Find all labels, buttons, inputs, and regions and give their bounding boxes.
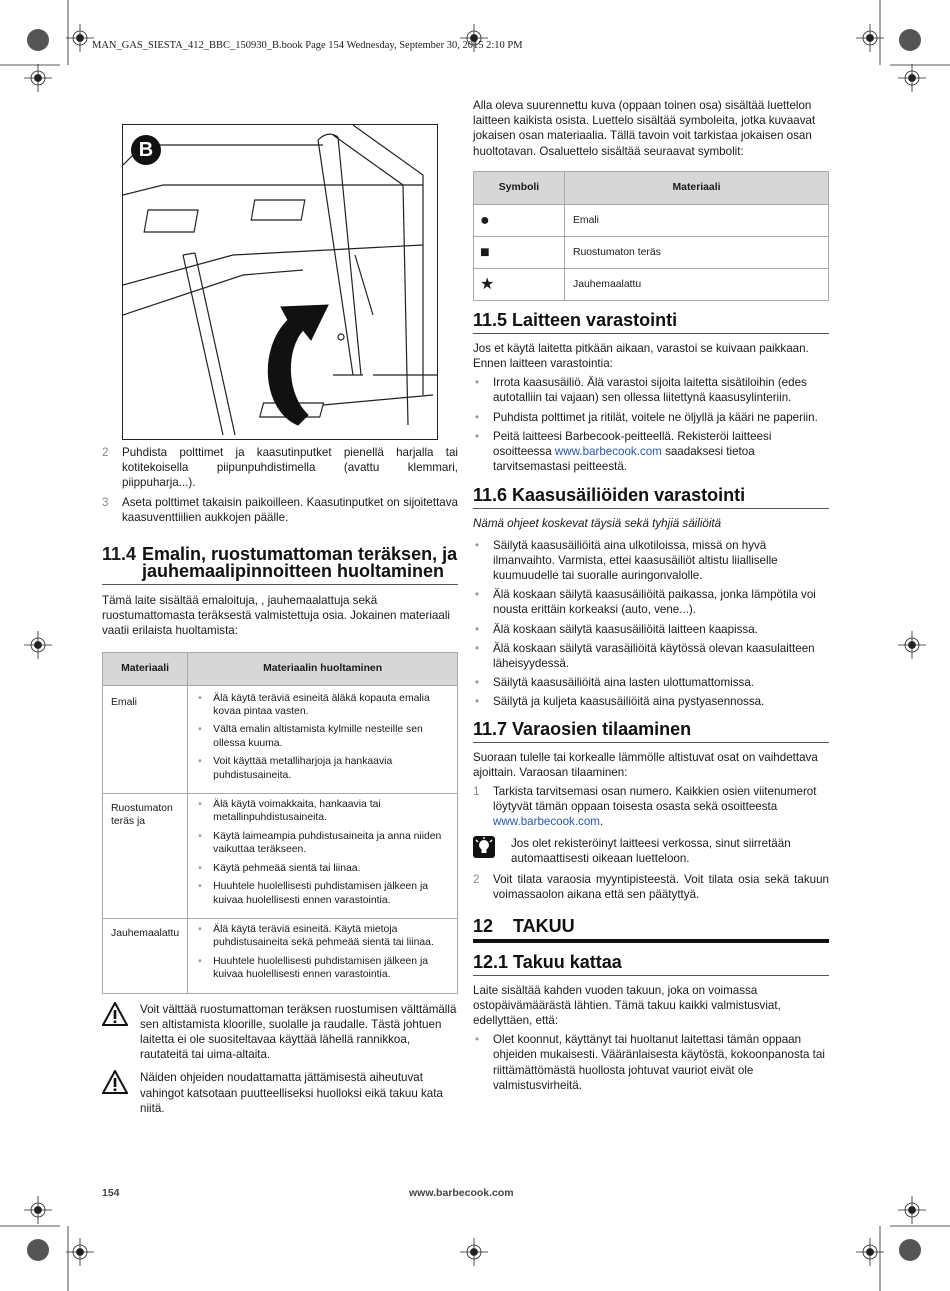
barbecook-link[interactable]: www.barbecook.com bbox=[493, 815, 600, 829]
footer-url[interactable]: www.barbecook.com bbox=[409, 1187, 514, 1199]
care-item: • Älä käytä voimakkaita, hankaavia tai metallinpuhdistusaineita. bbox=[196, 798, 449, 825]
warranty-list bbox=[473, 1032, 829, 1093]
order-step-1: 1 Tarkista tarvitsemasi osan numero. Kaikkien osien viitenumerot löytyvät tämän oppaan toisesta osasta sekä osoitteesta www.barbecook.com. bbox=[473, 785, 817, 829]
right-column bbox=[473, 98, 829, 1097]
square-symbol-icon: ■ bbox=[474, 236, 565, 268]
care-item: • Vältä emalin altistamista kylmille nesteille sen ollessa kuuma. bbox=[196, 723, 449, 750]
section-11-5-intro: Jos et käytä laitetta pitkään aikaan, varastoi se kuivaan paikkaan. Ennen laitteen varastointia: bbox=[473, 341, 809, 371]
sym-header-material: Materiaali bbox=[565, 171, 829, 204]
list-item: • Säilytä kaasusäiliöitä aina lasten ulottumattomissa. bbox=[473, 675, 829, 690]
barbecook-link[interactable]: www.barbecook.com bbox=[554, 445, 662, 459]
warning-triangle-icon bbox=[102, 1002, 140, 1063]
care-item: • Käytä pehmeää sientä tai liinaa. bbox=[196, 862, 449, 875]
section-11-6-subtitle: Nämä ohjeet koskevat täysiä sekä tyhjiä säiliöitä bbox=[473, 517, 722, 531]
tip-note: Jos olet rekisteröinyt laitteesi verkossa, sinut siirretään automaattisesti oikeaan luetteloon. bbox=[473, 836, 829, 866]
burner-illustration bbox=[123, 125, 437, 439]
section-12-heading: 12 TAKUU bbox=[473, 917, 829, 943]
list-item: • Älä koskaan säilytä varasäiliöitä käytössä olevan kaasulaitteen läheisyydessä. bbox=[473, 641, 829, 671]
sym-header-symbol: Symboli bbox=[474, 171, 565, 204]
warning-triangle-icon bbox=[102, 1070, 140, 1116]
list-item: • Säilytä ja kuljeta kaasusäiliöitä aina pystyasennossa. bbox=[473, 694, 829, 709]
section-11-7-heading: 11.7 Varaosien tilaaminen bbox=[473, 720, 829, 743]
list-item: • Puhdista polttimet ja ritilät, voitele ne öljyllä ja kääri ne paperiin. bbox=[473, 410, 829, 425]
table-header-care: Materiaalin huoltaminen bbox=[188, 652, 458, 685]
table-row: ● Emali bbox=[474, 204, 829, 236]
step-3: 3 Aseta polttimet takaisin paikoilleen. Kaasutinputket on sijoitettava kaasuventtiilien aukkojen päälle. bbox=[102, 495, 458, 524]
table-row: Jauhemaalattu • Älä käytä teräviä esineitä. Käytä mietoja puhdistusaineita sekä pehmeää sientä tai liinaa. • Huuhtele huolellisesti puhdistamisen jälkeen ja kuivaa huolellisesti ennen varastointia. bbox=[103, 918, 458, 993]
section-11-5-heading: 11.5 Laitteen varastointi bbox=[473, 311, 829, 334]
warning-stainless: Voit välttää ruostumattoman teräksen ruostumisen välttämällä sen altistamista kloorille, suolalle ja raudalle. Tästä johtuen laitetta ei ole suositeltavaa käyttää lähellä rannikkoa, rautateitä tai uima-altaita. bbox=[102, 1002, 458, 1063]
table-header-material: Materiaali bbox=[103, 652, 188, 685]
storage-list bbox=[473, 375, 829, 474]
section-11-7-intro: Suoraan tulelle tai korkealle lämmölle altistuvat osat on vaihdettava ajoittain. Varaosan tilaaminen: bbox=[473, 750, 818, 779]
circle-symbol-icon: ● bbox=[474, 204, 565, 236]
table-row: ■ Ruostumaton teräs bbox=[474, 236, 829, 268]
list-item: • Säilytä kaasusäiliöitä aina ulkotiloissa, missä on hyvä ilmanvaihto. Varmista, ettei kaasusäiliöt altistu liialliselle kuumuudelle tai suoralle auringonvalolle. bbox=[473, 538, 829, 584]
gas-storage-list bbox=[473, 538, 829, 710]
table-row: ★ Jauhemaalattu bbox=[474, 268, 829, 300]
star-symbol-icon: ★ bbox=[474, 268, 565, 300]
step-2: 2 Puhdista polttimet ja kaasutinputket pienellä harjalla tai kotitekoisella piipunpuhdistimella (avattu klemmari, piippuharja...). bbox=[102, 446, 458, 490]
section-11-4-intro: Tämä laite sisältää emaloituja, , jauhemaalattuja sekä ruostumattomasta teräksestä valmistettuja osia. Jokainen materiaali vaatii erilaista huoltamista: bbox=[102, 594, 450, 638]
care-item: • Älä käytä teräviä esineitä. Käytä mietoja puhdistusaineita sekä pehmeää sientä tai liinaa. bbox=[196, 923, 449, 950]
figure-b bbox=[122, 124, 438, 440]
table-row: Ruostumaton teräs ja • Älä käytä voimakkaita, hankaavia tai metallinpuhdistusaineita. • Käytä laimeampia puhdistusaineita ja anna niiden vaikuttaa teräkseen. • Käytä pehmeää sientä tai liinaa. • Huuhtele huolellisesti puhdistamisen jälkeen ja kuivaa huolellisesti ennen varastointia. bbox=[103, 794, 458, 919]
list-item: • Olet koonnut, käyttänyt tai huoltanut laitettasi tämän oppaan ohjeiden mukaisesti. Vääränlaisesta käytöstä, kokoonpanosta tai riittämättömästä huollosta johtuvat vauriot eivät ole valmistusvirheitä. bbox=[473, 1032, 829, 1093]
page-number: 154 bbox=[102, 1187, 120, 1199]
section-11-6-heading: 11.6 Kaasusäiliöiden varastointi bbox=[473, 486, 829, 509]
book-header: MAN_GAS_SIESTA_412_BBC_150930_B.book Page 154 Wednesday, September 30, 2015 2:10 PM bbox=[92, 40, 523, 51]
warning-warranty: Näiden ohjeiden noudattamatta jättämisestä aiheutuvat vahingot katsotaan puutteelliseksi huolloksi eikä takuu kata niitä. bbox=[102, 1070, 458, 1116]
list-item: • Älä koskaan säilytä kaasusäiliöitä paikassa, jonka lämpötila voi nousta erittäin korkeaksi (auto, vene...). bbox=[473, 587, 829, 617]
care-item: • Käytä laimeampia puhdistusaineita ja anna niiden vaikuttaa teräkseen. bbox=[196, 830, 449, 857]
table-row: Emali • Älä käytä teräviä esineitä äläkä kopauta emalia kovaa pintaa vasten. • Vältä emalin altistamista kylmille nesteille sen ollessa kuuma. • Voit käyttää metalliharjoja ja hankaavia puhdistusaineita. bbox=[103, 685, 458, 793]
list-item: • Irrota kaasusäiliö. Älä varastoi sijoita laitetta sisätiloihin (edes autotalliin tai vajaan) sen ollessa liitettynä kaasusylinteriin. bbox=[473, 375, 829, 405]
section-11-4-heading: 11.4 Emalin, ruostumattoman teräksen, ja jauhemaalipinnoitteen huoltaminen bbox=[102, 546, 458, 585]
lightbulb-icon bbox=[473, 836, 511, 866]
material-care-table bbox=[102, 652, 458, 994]
care-item: • Huuhtele huolellisesti puhdistamisen jälkeen ja kuivaa huolellisesti ennen varastointia. bbox=[196, 955, 449, 982]
list-item: • Peitä laitteesi Barbecook-peitteellä. Rekisteröi laitteesi osoitteessa www.barbecook.com saadaksesi tietoa tarvitsemastasi peitteestä. bbox=[473, 429, 829, 475]
care-item: • Voit käyttää metalliharjoja ja hankaavia puhdistusaineita. bbox=[196, 755, 449, 782]
symbol-table bbox=[473, 171, 829, 301]
order-step-2: 2 Voit tilata varaosia myyntipisteestä. Voit tilata osia sekä takuun voimassaolon aikana että sen päätyttyä. bbox=[473, 873, 829, 902]
figure-badge: B bbox=[131, 135, 161, 165]
care-item: • Huuhtele huolellisesti puhdistamisen jälkeen ja kuivaa huolellisesti ennen varastointia. bbox=[196, 880, 449, 907]
section-12-1-intro: Laite sisältää kahden vuoden takuun, joka on voimassa ostopäivämäärästä lähtien. Tämä takuu kaikki valmistusviat, edellyttäen, että: bbox=[473, 983, 781, 1027]
parts-list-intro: Alla oleva suurennettu kuva (oppaan toinen osa) sisältää luettelon laitteen kaikista osista. Luettelo sisältää symboleita, jotka kuvaavat jokaisen osan materiaalia. Tällä tavoin voit tarkistaa jokaisen osan huoltotavan. Osaluettelo sisältää seuraavat symbolit: bbox=[473, 99, 816, 158]
list-item: • Älä koskaan säilytä kaasusäiliöitä laitteen kaapissa. bbox=[473, 622, 829, 637]
care-item: • Älä käytä teräviä esineitä äläkä kopauta emalia kovaa pintaa vasten. bbox=[196, 692, 449, 719]
section-12-1-heading: 12.1 Takuu kattaa bbox=[473, 953, 829, 976]
left-column bbox=[102, 445, 458, 1116]
